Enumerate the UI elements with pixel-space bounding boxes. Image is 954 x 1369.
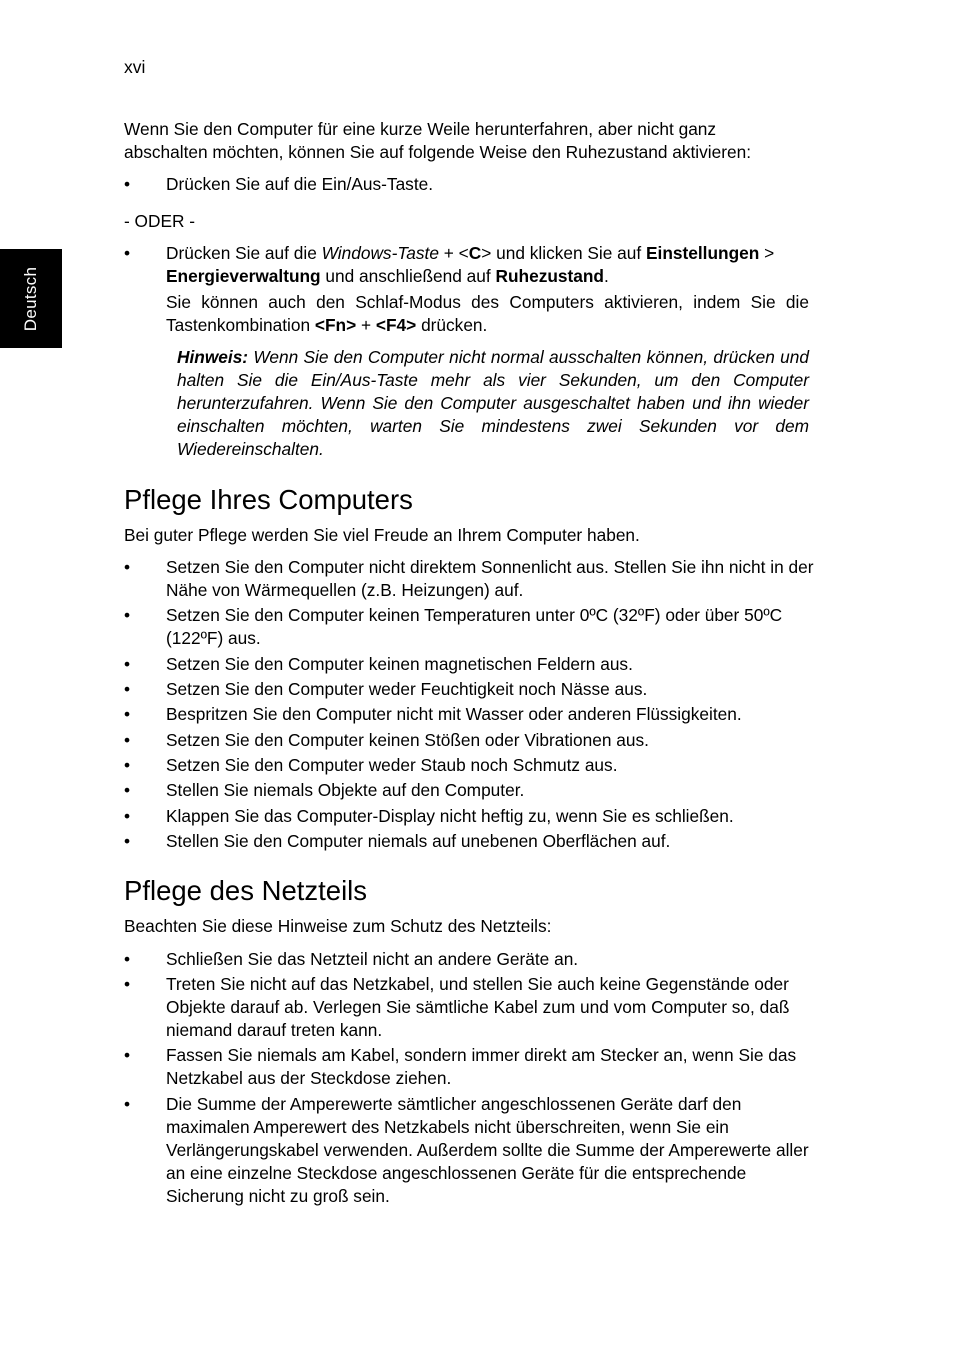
note-text: Wenn Sie den Computer nicht normal ausschalten können, drücken und halten Sie die Ein/Aus-Taste mehr als vier Sekunden, um den Computer herunterzufahren. Wenn Sie den Computer ausgeschaltet haben und ihn wieder einschalten möchten, warten Sie mindestens zwei Sekunden vor dem Wiedereinschalten.: [177, 347, 809, 459]
list-item-text: Stellen Sie den Computer niemals auf unebenen Oberflächen auf.: [166, 831, 671, 851]
list-item: [124, 1093, 814, 1208]
bullet-glyph: •: [124, 679, 131, 699]
bullet-glyph: •: [124, 806, 131, 826]
list-item-text: Fassen Sie niemals am Kabel, sondern immer direkt am Stecker an, wenn Sie das Netzkabel aus der Steckdose ziehen.: [166, 1045, 797, 1088]
list-item-text: Treten Sie nicht auf das Netzkabel, und stellen Sie auch keine Gegenstände oder Objekte darauf ab. Verlegen Sie sämtliche Kabel zum und vom Computer so, daß niemand darauf treten kann.: [166, 974, 790, 1040]
list-item-text: Drücken Sie auf die Ein/Aus-Taste.: [166, 174, 434, 194]
list-item: [124, 973, 814, 1042]
bullet-glyph: •: [124, 243, 131, 263]
list-item: [124, 604, 814, 650]
list-item-text: Setzen Sie den Computer weder Feuchtigkeit noch Nässe aus.: [166, 679, 648, 699]
intro-paragraph: Wenn Sie den Computer für eine kurze Weile herunterfahren, aber nicht ganz abschalten möchten, können Sie auf folgende Weise den Ruhezustand aktivieren:: [124, 119, 752, 162]
list-item: [124, 703, 814, 726]
page-number: xvi: [124, 57, 146, 77]
bullet-glyph: •: [124, 704, 131, 724]
section-heading-care: Pflege Ihres Computers: [124, 484, 413, 515]
hibernate-label: Ruhezustand: [495, 266, 604, 286]
list-item: [124, 754, 814, 777]
list-item-text: Setzen Sie den Computer keinen magnetischen Feldern aus.: [166, 654, 633, 674]
sleep-mode-paragraph: [166, 291, 809, 337]
list-item: [124, 805, 814, 828]
windows-key-label: Windows-Taste: [321, 243, 439, 263]
text-run: + <: [438, 243, 469, 263]
list-item: [124, 653, 814, 676]
list-item-text: Klappen Sie das Computer-Display nicht heftig zu, wenn Sie es schließen.: [166, 806, 734, 826]
bullet-glyph: •: [124, 1045, 131, 1065]
key-c-label: C: [468, 243, 482, 263]
bullet-glyph: •: [124, 605, 131, 625]
bullet-glyph: •: [124, 654, 131, 674]
adapter-intro: Beachten Sie diese Hinweise zum Schutz des Netzteils:: [124, 916, 552, 936]
bullet-glyph: •: [124, 974, 131, 994]
list-item-text: Setzen Sie den Computer nicht direktem Sonnenlicht aus. Stellen Sie ihn nicht in der Nähe von Wärmequellen (z.B. Heizungen) auf.: [166, 557, 814, 600]
bullet-glyph: •: [124, 1094, 131, 1114]
bullet-glyph: •: [124, 174, 131, 194]
list-item: [124, 678, 814, 701]
list-item: [124, 173, 814, 196]
text-run: .: [603, 266, 609, 286]
text-run: > und klicken Sie auf: [481, 243, 647, 263]
care-intro: Bei guter Pflege werden Sie viel Freude an Ihrem Computer haben.: [124, 525, 640, 545]
list-item: [124, 948, 814, 971]
bullet-glyph: •: [124, 730, 131, 750]
bullet-glyph: •: [124, 557, 131, 577]
list-item-text: Schließen Sie das Netzteil nicht an andere Geräte an.: [166, 949, 579, 969]
list-item-text: [166, 242, 814, 288]
list-item: [124, 729, 814, 752]
list-item: [124, 242, 814, 288]
note-box: [177, 346, 809, 461]
text-run: drücken.: [416, 315, 488, 335]
list-item-text: Stellen Sie niemals Objekte auf den Computer.: [166, 780, 525, 800]
fn-key-label: <Fn>: [314, 315, 357, 335]
list-item: [124, 779, 814, 802]
list-item-text: Setzen Sie den Computer keinen Stößen oder Vibrationen aus.: [166, 730, 649, 750]
power-management-label: Energieverwaltung: [166, 266, 321, 286]
list-item: [124, 1044, 814, 1090]
language-tab-label: Deutsch: [21, 266, 40, 331]
list-item-text: Bespritzen Sie den Computer nicht mit Wasser oder anderen Flüssigkeiten.: [166, 704, 742, 724]
section-heading-adapter: Pflege des Netzteils: [124, 875, 368, 906]
list-item-text: Die Summe der Amperewerte sämtlicher angeschlossenen Geräte darf den maximalen Amperewert des Netzkabels nicht überschreiten, wenn Sie ein Verlängerungskabel verwenden. Außerdem sollte die Summe der Amperewerte aller an eine einzelne Steckdose angeschlossenen Geräte für die entsprechende Sicherung nicht zu groß sein.: [166, 1094, 809, 1206]
list-item-text: Setzen Sie den Computer weder Staub noch Schmutz aus.: [166, 755, 618, 775]
text-run: +: [356, 315, 376, 335]
text-run: >: [759, 243, 775, 263]
oder-separator: - ODER -: [124, 211, 196, 231]
text-run: und anschließend auf: [320, 266, 496, 286]
text-run: Drücken Sie auf die: [166, 243, 322, 263]
text-run: Sie können auch den Schlaf-Modus des Computers aktivieren, indem Sie die Tastenkombination: [166, 292, 809, 335]
list-item: [124, 830, 814, 853]
bullet-glyph: •: [124, 780, 131, 800]
note-label: Hinweis:: [177, 347, 249, 367]
list-item-text: Setzen Sie den Computer keinen Temperaturen unter 0ºC (32ºF) oder über 50ºC (122ºF) aus.: [166, 605, 783, 648]
bullet-glyph: •: [124, 831, 131, 851]
bullet-glyph: •: [124, 755, 131, 775]
bullet-glyph: •: [124, 949, 131, 969]
f4-key-label: <F4>: [375, 315, 417, 335]
settings-label: Einstellungen: [646, 243, 760, 263]
list-item: [124, 556, 814, 602]
language-side-tab: [0, 249, 62, 348]
